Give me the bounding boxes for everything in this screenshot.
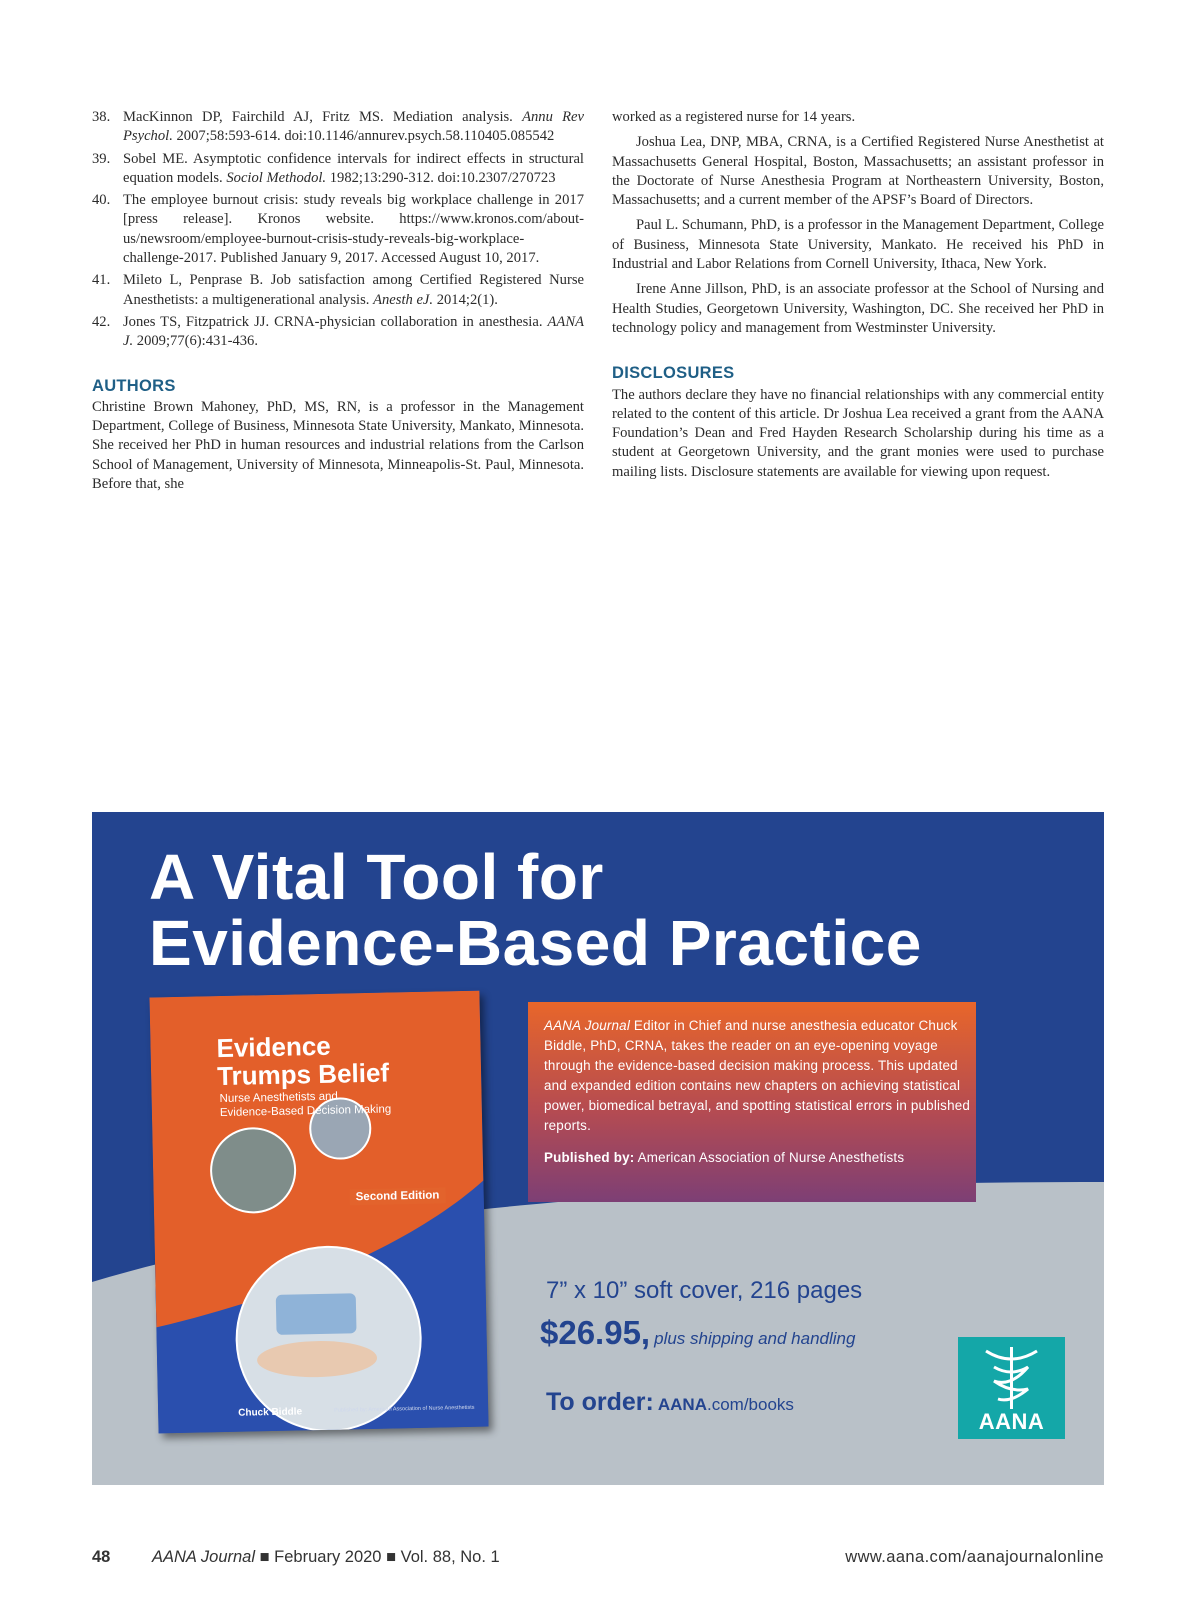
promo-description: AANA Journal Editor in Chief and nurse anesthesia educator Chuck Biddle, PhD, CRNA, takes the reader on an eye-opening voyage through the evidence-based decision making process. This updated and expanded edition contains new chapters on achieving statistical power, biomedical betrayal, and spotting statistical errors in published reports.	[544, 1018, 971, 1133]
author-bio-mahoney: Christine Brown Mahoney, PhD, MS, RN, is a professor in the Management Department, College of Business, Minnesota State University, Mankato, Minnesota. She received her PhD in human resources and industrial relations from the Carlson School of Management, University of Minnesota, Minneapolis-St. Paul, Minnesota. Before that, she	[92, 398, 584, 493]
book-author: Chuck Biddle	[238, 1406, 303, 1419]
order-link[interactable]: AANA.com/books	[657, 1395, 794, 1414]
page-number: 48	[92, 1548, 111, 1566]
reference-item: 41. Mileto L, Penprase B. Job satisfaction among Certified Registered Nurse Anesthetists: a multigenerational analysis. Anesth eJ. 2014;2(1).	[92, 272, 584, 308]
book-publisher: Published by: American Association of Nurse Anesthetists	[334, 1404, 475, 1414]
reference-number: 38.	[92, 109, 111, 125]
logo-text: AANA	[978, 1409, 1045, 1434]
reference-number: 41.	[92, 272, 111, 289]
book-price: $26.95,	[540, 1314, 651, 1351]
left-column	[92, 108, 584, 494]
reference-number: 42.	[92, 313, 111, 330]
ad-headline: A Vital Tool for Evidence-Based Practice	[149, 841, 922, 979]
reference-item: 40. The employee burnout crisis: study reveals big workplace challenge in 2017 [press release]. Kronos website. https://www.kronos.com/about-us/newsroom/employee-burnout-crisis-study-reveals-big-workplace-challenge-2017. Published January 9, 2017. Accessed August 10, 2017.	[92, 192, 584, 267]
disclosures-text: The authors declare they have no financial relationships with any commercial entity related to the content of this article. Dr Joshua Lea received a grant from the AANA Foundation’s Dean and Fred Hayden Research Scholarship during his time as a student at Georgetown University, and the grant monies were used to purchase mailing lists. Disclosure statements are available for viewing upon request.	[612, 386, 1104, 480]
journal-citation: AANA Journal ■ February 2020 ■ Vol. 88, No. 1	[152, 1548, 500, 1566]
reference-item: 42. Jones TS, Fitzpatrick JJ. CRNA-physician collaboration in anesthesia. AANA J. 2009;77(6):431-436.	[92, 313, 584, 350]
order-line	[546, 1388, 794, 1417]
book-subtitle: Nurse Anesthetists and Evidence-Based Decision Making	[219, 1090, 392, 1120]
authors-heading: AUTHORS	[92, 376, 176, 395]
author-bio-mahoney-cont: worked as a registered nurse for 14 years.	[612, 109, 856, 125]
reference-number: 40.	[92, 192, 111, 209]
author-bio-schumann: Paul L. Schumann, PhD, is a professor in the Management Department, College of Business, Minnesota State University, Mankato. He received his PhD in Industrial and Labor Relations from Cornell University, Ithaca, New York.	[612, 217, 1104, 273]
aana-logo	[958, 1337, 1065, 1439]
order-label: To order:	[546, 1388, 654, 1416]
price-line	[540, 1314, 855, 1352]
price-note: plus shipping and handling	[654, 1329, 856, 1348]
reference-item: 39. Sobel ME. Asymptotic confidence intervals for indirect effects in structural equation models. Sociol Methodol. 1982;13:290-312. doi:10.2307/270723	[92, 150, 584, 186]
book-title: Evidence Trumps Belief	[216, 1030, 390, 1092]
author-bio-jillson: Irene Anne Jillson, PhD, is an associate professor at the School of Nursing and Health Studies, Georgetown University, Washington, DC. She received her PhD in technology policy and management from Westminster University.	[612, 281, 1104, 336]
book-specs: 7” x 10” soft cover, 216 pages	[546, 1277, 863, 1304]
right-column	[612, 108, 1104, 482]
reference-item: 38. MacKinnon DP, Fairchild AJ, Fritz MS. Mediation analysis. Annu Rev Psychol. 2007;58:593-614. doi:10.1146/annurev.psych.58.110405.085542	[92, 109, 584, 145]
promo-publisher: Published by: American Association of Nurse Anesthetists	[544, 1150, 905, 1165]
book-edition-badge: Second Edition	[350, 1187, 446, 1205]
journal-url[interactable]: www.aana.com/aanajournalonline	[845, 1548, 1104, 1566]
page-footer	[92, 1548, 1104, 1572]
book-cover	[149, 991, 488, 1434]
promo-box	[528, 1002, 976, 1202]
disclosures-heading: DISCLOSURES	[612, 364, 735, 383]
reference-list	[92, 108, 584, 352]
reference-number: 39.	[92, 150, 111, 167]
book-advertisement	[92, 812, 1104, 1485]
author-bio-lea: Joshua Lea, DNP, MBA, CRNA, is a Certified Registered Nurse Anesthetist at Massachusetts General Hospital, Boston, Massachusetts; an assistant professor in the Doctorate of Nurse Anesthesia Program at Northeastern University, Boston, Massachusetts; and a current member of the APSF’s Board of Directors.	[612, 134, 1104, 209]
